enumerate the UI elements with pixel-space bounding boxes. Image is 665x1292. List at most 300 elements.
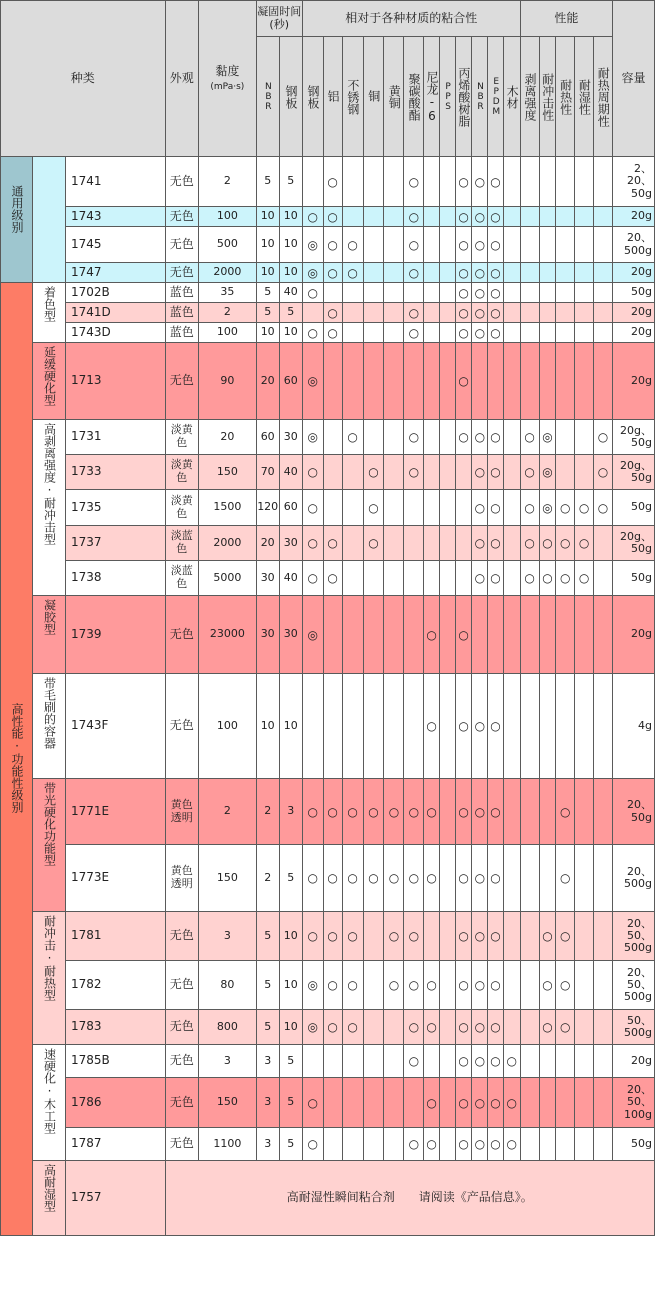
performance-mark: ○: [556, 526, 575, 561]
header-adhesion-col-6: 尼龙-6: [424, 37, 440, 157]
adhesion-mark: ○: [455, 674, 472, 779]
adhesion-mark: [342, 490, 363, 526]
adhesion-mark: ○: [488, 455, 504, 490]
adhesion-mark: ○: [455, 779, 472, 845]
cure-steel: 10: [279, 207, 302, 227]
adhesion-mark: [455, 526, 472, 561]
adhesion-mark: [302, 157, 323, 207]
adhesion-mark: ○: [488, 779, 504, 845]
capacity: 20、50g: [612, 779, 654, 845]
adhesion-mark: [384, 1010, 404, 1045]
adhesion-mark: [384, 596, 404, 674]
adhesion-mark: ○: [455, 961, 472, 1010]
adhesion-mark: ○: [384, 779, 404, 845]
capacity: 20g、50g: [612, 455, 654, 490]
adhesion-mark: [404, 674, 424, 779]
viscosity: 2000: [199, 526, 257, 561]
cure-nbr: 5: [256, 303, 279, 323]
cure-steel: 3: [279, 779, 302, 845]
appearance: 无色: [165, 263, 199, 283]
cure-nbr: 10: [256, 263, 279, 283]
header-adhesion-col-7: PPS: [440, 37, 456, 157]
adhesion-mark: ○: [404, 455, 424, 490]
cure-steel: 30: [279, 526, 302, 561]
adhesion-mark: ○: [342, 961, 363, 1010]
adhesion-mark: [363, 1010, 384, 1045]
adhesion-mark: [440, 207, 456, 227]
adhesion-mark: ○: [472, 845, 488, 912]
adhesion-mark: ◎: [302, 961, 323, 1010]
adhesion-mark: [342, 323, 363, 343]
adhesion-mark: [323, 420, 342, 455]
performance-mark: [539, 263, 556, 283]
adhesion-mark: ○: [323, 526, 342, 561]
adhesion-mark: [404, 561, 424, 596]
adhesion-mark: [503, 912, 520, 961]
adhesion-mark: [363, 157, 384, 207]
capacity: 50g: [612, 561, 654, 596]
performance-mark: [520, 961, 539, 1010]
performance-mark: [594, 779, 613, 845]
adhesion-mark: [323, 455, 342, 490]
adhesion-mark: ○: [342, 263, 363, 283]
adhesion-mark: [440, 157, 456, 207]
viscosity: 500: [199, 227, 257, 263]
capacity: 20g: [612, 343, 654, 420]
header-viscosity-unit: (mPa·s): [210, 81, 245, 92]
cure-nbr: 5: [256, 1010, 279, 1045]
header-adhesion-col-9: NBR: [472, 37, 488, 157]
adhesion-mark: [424, 303, 440, 323]
adhesion-mark: ○: [503, 1078, 520, 1128]
adhesion-mark: ○: [472, 207, 488, 227]
adhesion-mark: [440, 1045, 456, 1078]
group-general: 通用级别: [1, 157, 33, 283]
adhesion-mark: ○: [472, 323, 488, 343]
adhesion-mark: ○: [323, 263, 342, 283]
performance-mark: [520, 227, 539, 263]
performance-mark: [556, 207, 575, 227]
cure-nbr: 120: [256, 490, 279, 526]
performance-mark: [539, 323, 556, 343]
adhesion-mark: ○: [472, 490, 488, 526]
viscosity: 2: [199, 157, 257, 207]
performance-mark: [556, 420, 575, 455]
capacity: 20g: [612, 303, 654, 323]
adhesion-mark: [363, 596, 384, 674]
header-adhesion-col-10: EPDM: [488, 37, 504, 157]
adhesion-mark: [342, 526, 363, 561]
adhesion-mark: ○: [455, 912, 472, 961]
adhesion-mark: [363, 207, 384, 227]
adhesion-mark: ○: [323, 157, 342, 207]
adhesion-mark: ○: [455, 157, 472, 207]
performance-mark: [556, 596, 575, 674]
adhesion-mark: ○: [488, 263, 504, 283]
product-name: 1785B: [65, 1045, 165, 1078]
performance-mark: [556, 263, 575, 283]
adhesion-mark: [503, 596, 520, 674]
cure-steel: 10: [279, 323, 302, 343]
adhesion-mark: [440, 1128, 456, 1161]
adhesion-mark: [503, 343, 520, 420]
performance-mark: [594, 343, 613, 420]
adhesion-mark: ○: [455, 596, 472, 674]
table-row: [1, 263, 655, 283]
adhesion-mark: [404, 1078, 424, 1128]
adhesion-mark: ○: [424, 1128, 440, 1161]
adhesion-mark: [488, 343, 504, 420]
adhesion-mark: [503, 207, 520, 227]
appearance: 黄色透明: [165, 779, 199, 845]
product-name: 1731: [65, 420, 165, 455]
adhesion-mark: ○: [404, 1045, 424, 1078]
adhesion-mark: [342, 1078, 363, 1128]
adhesion-mark: [404, 526, 424, 561]
adhesion-mark: [424, 207, 440, 227]
adhesion-mark: [384, 157, 404, 207]
adhesion-mark: ○: [472, 283, 488, 303]
subgroup-light: 带光硬化功能型: [33, 779, 65, 912]
performance-mark: [594, 263, 613, 283]
adhesion-mark: ○: [472, 420, 488, 455]
performance-mark: [556, 1078, 575, 1128]
product-name: 1745: [65, 227, 165, 263]
adhesion-mark: ○: [472, 1010, 488, 1045]
subgroup-impact_heat: 耐冲击·耐热型: [33, 912, 65, 1045]
adhesion-mark: [503, 561, 520, 596]
adhesion-mark: [440, 561, 456, 596]
adhesion-mark: [363, 961, 384, 1010]
header-adhesion-col-4: 黄铜: [384, 37, 404, 157]
adhesion-mark: ○: [404, 961, 424, 1010]
performance-mark: [520, 1010, 539, 1045]
performance-mark: [594, 207, 613, 227]
header-cure-steel: 钢板: [279, 37, 302, 157]
appearance: 蓝色: [165, 283, 199, 303]
product-name: 1771E: [65, 779, 165, 845]
cure-steel: 5: [279, 1078, 302, 1128]
performance-mark: [520, 1128, 539, 1161]
appearance: 无色: [165, 157, 199, 207]
adhesion-mark: ○: [302, 207, 323, 227]
adhesion-mark: ○: [302, 561, 323, 596]
performance-mark: [556, 674, 575, 779]
performance-mark: [520, 1045, 539, 1078]
performance-mark: ○: [520, 455, 539, 490]
cure-nbr: 70: [256, 455, 279, 490]
cure-steel: 10: [279, 263, 302, 283]
performance-mark: ○: [520, 526, 539, 561]
adhesion-mark: [440, 263, 456, 283]
adhesion-mark: [424, 263, 440, 283]
adhesion-mark: [503, 455, 520, 490]
adhesion-mark: ○: [455, 207, 472, 227]
capacity: 20g: [612, 1045, 654, 1078]
performance-mark: [520, 303, 539, 323]
header-adhesion: 相对于各种材质的粘合性: [302, 1, 520, 37]
performance-mark: [594, 674, 613, 779]
adhesion-mark: ○: [302, 1078, 323, 1128]
adhesion-mark: ○: [488, 912, 504, 961]
adhesion-mark: [424, 490, 440, 526]
adhesion-mark: [503, 1010, 520, 1045]
adhesion-mark: [440, 912, 456, 961]
adhesion-mark: [503, 961, 520, 1010]
viscosity: 1500: [199, 490, 257, 526]
adhesion-mark: ○: [424, 961, 440, 1010]
cure-nbr: 30: [256, 561, 279, 596]
adhesion-mark: ◎: [302, 1010, 323, 1045]
adhesion-mark: [342, 561, 363, 596]
adhesion-mark: ○: [488, 157, 504, 207]
performance-mark: [520, 596, 539, 674]
adhesion-mark: [342, 303, 363, 323]
adhesion-mark: [503, 263, 520, 283]
appearance: 淡蓝色: [165, 561, 199, 596]
header-adhesion-col-5: 聚碳酸酯: [404, 37, 424, 157]
adhesion-mark: [384, 323, 404, 343]
adhesion-mark: ◎: [302, 420, 323, 455]
performance-mark: ○: [520, 420, 539, 455]
capacity: 20g、50g: [612, 526, 654, 561]
product-name: 1741: [65, 157, 165, 207]
adhesion-mark: [440, 526, 456, 561]
adhesion-mark: [384, 420, 404, 455]
header-capacity: 容量: [612, 1, 654, 157]
performance-mark: [556, 157, 575, 207]
subgroup-colored: 着色型: [33, 283, 65, 343]
adhesion-mark: [424, 157, 440, 207]
performance-mark: [520, 674, 539, 779]
product-name: 1783: [65, 1010, 165, 1045]
adhesion-mark: [455, 561, 472, 596]
adhesion-mark: ○: [472, 961, 488, 1010]
adhesion-mark: ○: [472, 561, 488, 596]
performance-mark: [539, 1078, 556, 1128]
adhesion-mark: ○: [323, 779, 342, 845]
table-row: [1, 1010, 655, 1045]
performance-mark: [575, 227, 594, 263]
adhesion-mark: [455, 455, 472, 490]
table-row: [1, 1161, 655, 1236]
adhesion-mark: [503, 283, 520, 303]
appearance: 淡蓝色: [165, 526, 199, 561]
header-adhesion-col-11: 木材: [503, 37, 520, 157]
header-adhesion-col-1: 铝: [323, 37, 342, 157]
adhesion-mark: [488, 596, 504, 674]
performance-mark: [539, 343, 556, 420]
viscosity: 150: [199, 845, 257, 912]
header-viscosity: [199, 1, 257, 157]
performance-mark: [520, 912, 539, 961]
adhesion-mark: ○: [404, 263, 424, 283]
performance-mark: ○: [594, 490, 613, 526]
cure-steel: 10: [279, 961, 302, 1010]
adhesion-mark: [404, 490, 424, 526]
performance-mark: ○: [556, 561, 575, 596]
viscosity: 20: [199, 420, 257, 455]
adhesion-mark: [472, 596, 488, 674]
adhesion-mark: ○: [488, 1010, 504, 1045]
performance-mark: [575, 303, 594, 323]
cure-steel: 60: [279, 490, 302, 526]
header-adhesion-col-2: 不锈钢: [342, 37, 363, 157]
performance-mark: [594, 227, 613, 263]
table-row: [1, 283, 655, 303]
adhesion-mark: [440, 420, 456, 455]
cure-steel: 10: [279, 227, 302, 263]
performance-mark: ○: [575, 561, 594, 596]
performance-mark: [594, 1045, 613, 1078]
adhesion-mark: [424, 561, 440, 596]
adhesion-mark: ○: [404, 912, 424, 961]
adhesion-mark: [503, 157, 520, 207]
performance-mark: [556, 455, 575, 490]
adhesion-mark: [363, 674, 384, 779]
adhesion-mark: [342, 343, 363, 420]
adhesion-mark: [384, 1078, 404, 1128]
cure-steel: 5: [279, 1045, 302, 1078]
cure-nbr: 3: [256, 1128, 279, 1161]
table-row: [1, 1128, 655, 1161]
adhesion-mark: [455, 490, 472, 526]
performance-mark: [575, 157, 594, 207]
adhesion-mark: ○: [472, 526, 488, 561]
adhesion-mark: [363, 303, 384, 323]
performance-mark: [539, 1128, 556, 1161]
adhesion-mark: ○: [302, 323, 323, 343]
adhesion-mark: [440, 490, 456, 526]
adhesion-mark: [440, 845, 456, 912]
performance-mark: ○: [594, 455, 613, 490]
performance-mark: ○: [539, 526, 556, 561]
adhesion-mark: ○: [302, 845, 323, 912]
adhesion-mark: [323, 490, 342, 526]
adhesion-mark: ○: [488, 283, 504, 303]
performance-mark: ○: [575, 526, 594, 561]
adhesion-mark: [503, 779, 520, 845]
header-performance: 性能: [520, 1, 612, 37]
adhesion-mark: [342, 157, 363, 207]
capacity: 20g: [612, 323, 654, 343]
adhesion-mark: [363, 227, 384, 263]
table-row: [1, 526, 655, 561]
adhesion-mark: [363, 561, 384, 596]
viscosity: 2: [199, 779, 257, 845]
adhesion-mark: ○: [342, 912, 363, 961]
adhesion-mark: [384, 455, 404, 490]
header-performance-col-0: 剥离强度: [520, 37, 539, 157]
adhesion-mark: [503, 526, 520, 561]
adhesion-mark: [440, 283, 456, 303]
adhesion-mark: [302, 303, 323, 323]
table-row: [1, 420, 655, 455]
performance-mark: [556, 227, 575, 263]
cure-nbr: 2: [256, 779, 279, 845]
appearance: 无色: [165, 227, 199, 263]
adhesion-mark: [342, 1045, 363, 1078]
appearance: 无色: [165, 596, 199, 674]
cure-nbr: 5: [256, 283, 279, 303]
capacity: 50g: [612, 283, 654, 303]
table-row: [1, 157, 655, 207]
appearance: 蓝色: [165, 303, 199, 323]
appearance: 无色: [165, 1128, 199, 1161]
cure-steel: 5: [279, 1128, 302, 1161]
adhesion-mark: [323, 1045, 342, 1078]
adhesion-mark: [404, 343, 424, 420]
header-performance-col-2: 耐热性: [556, 37, 575, 157]
table-row: [1, 227, 655, 263]
performance-mark: [575, 1128, 594, 1161]
cure-steel: 10: [279, 912, 302, 961]
adhesion-mark: ◎: [302, 263, 323, 283]
adhesion-mark: ○: [404, 227, 424, 263]
adhesion-mark: ○: [404, 845, 424, 912]
adhesion-mark: ○: [424, 1010, 440, 1045]
adhesion-mark: [440, 227, 456, 263]
adhesion-mark: [440, 323, 456, 343]
viscosity: 3: [199, 1045, 257, 1078]
adhesion-mark: [440, 596, 456, 674]
capacity: 20、500g: [612, 227, 654, 263]
table-row: [1, 961, 655, 1010]
cure-nbr: 30: [256, 596, 279, 674]
performance-mark: [539, 596, 556, 674]
adhesion-mark: [363, 323, 384, 343]
adhesion-mark: ○: [424, 1078, 440, 1128]
performance-mark: [575, 1010, 594, 1045]
performance-mark: ◎: [539, 420, 556, 455]
adhesion-mark: [503, 323, 520, 343]
adhesion-mark: ○: [302, 490, 323, 526]
adhesion-mark: [323, 343, 342, 420]
product-name: 1738: [65, 561, 165, 596]
adhesion-mark: [424, 323, 440, 343]
adhesion-mark: [440, 303, 456, 323]
performance-mark: [594, 845, 613, 912]
adhesion-mark: ○: [404, 779, 424, 845]
product-name: 1743F: [65, 674, 165, 779]
performance-mark: ○: [575, 490, 594, 526]
adhesion-mark: [323, 596, 342, 674]
performance-mark: [575, 596, 594, 674]
capacity: 20、500g: [612, 845, 654, 912]
capacity: 20g: [612, 596, 654, 674]
viscosity: 3: [199, 912, 257, 961]
viscosity: 150: [199, 455, 257, 490]
adhesion-mark: ○: [323, 561, 342, 596]
viscosity: 100: [199, 207, 257, 227]
adhesion-mark: ○: [455, 303, 472, 323]
appearance: 无色: [165, 961, 199, 1010]
adhesion-mark: ○: [323, 227, 342, 263]
adhesion-mark: [363, 343, 384, 420]
performance-mark: [575, 207, 594, 227]
adhesion-mark: ○: [488, 961, 504, 1010]
adhesion-mark: ◎: [302, 343, 323, 420]
product-name: 1741D: [65, 303, 165, 323]
adhesion-mark: ○: [363, 455, 384, 490]
performance-mark: [520, 283, 539, 303]
adhesion-mark: ○: [488, 526, 504, 561]
adhesion-mark: [424, 1045, 440, 1078]
performance-mark: [594, 526, 613, 561]
capacity: 4g: [612, 674, 654, 779]
adhesion-mark: [342, 207, 363, 227]
adhesion-mark: [424, 420, 440, 455]
